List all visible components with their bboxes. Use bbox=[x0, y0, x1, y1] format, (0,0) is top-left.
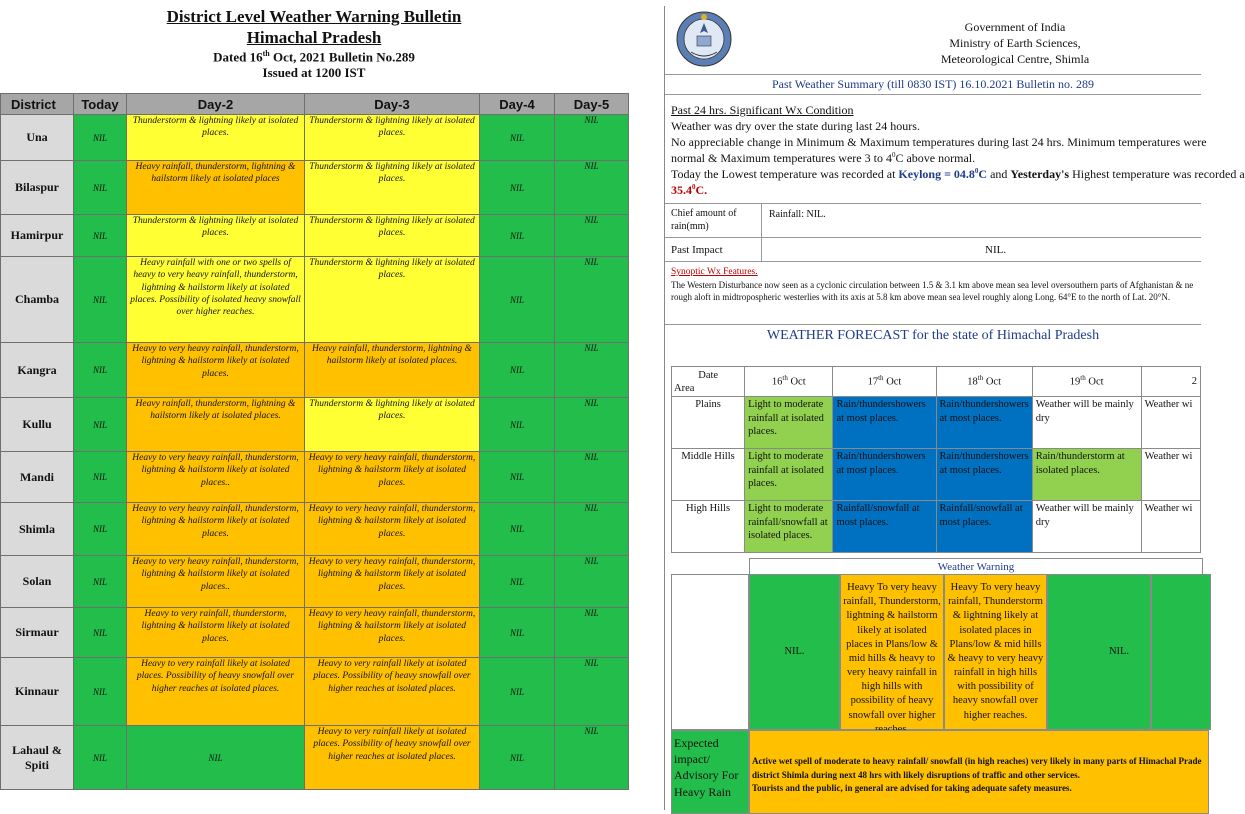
district-name: Bilaspur bbox=[1, 161, 74, 215]
district-row bbox=[1, 608, 629, 658]
day-5-cell: NIL bbox=[555, 257, 629, 343]
bulletin-date: Dated 16th Oct, 2021 Bulletin No.289 bbox=[213, 49, 415, 65]
past-line-1: Weather was dry over the state during last 24 hours. bbox=[671, 119, 920, 133]
day-2-cell: Heavy to very rainfall, thunderstorm, lightning & hailstorm likely at isolated places. bbox=[127, 608, 305, 658]
fc-middle-5: Weather wi bbox=[1141, 449, 1200, 501]
today-cell: NIL bbox=[74, 161, 127, 215]
header-today: Today bbox=[74, 94, 127, 115]
date-area-cell: Date Area bbox=[672, 367, 745, 397]
fc-high-1: Light to moderate rainfall/snowfall at isolated places. bbox=[745, 501, 833, 553]
past-24h-heading: Past 24 hrs. Significant Wx Condition bbox=[671, 103, 854, 117]
fc-plains-5: Weather wi bbox=[1141, 397, 1200, 449]
day-4-cell: NIL bbox=[480, 161, 555, 215]
past-line-5: 35.4$^0$C. bbox=[671, 183, 708, 197]
district-row bbox=[1, 658, 629, 726]
past-line-4: Today the Lowest temperature was recorded at Keylong = $04.8^0C$ and Yesterday's Highest temperature was recorded a bbox=[671, 167, 1245, 181]
district-warning-table bbox=[0, 93, 629, 790]
impact-label: Past Impact bbox=[671, 244, 723, 256]
day-5-cell: NIL bbox=[555, 398, 629, 452]
fc-plains-1: Light to moderate rainfall at isolated places. bbox=[745, 397, 833, 449]
warn-day-3: Heavy To very heavy rainfall, Thunderstorm & lightning likely at isolated places in Plans/low & mid hills & heavy to very heavy rainfall in high hills with possibility of heavy snowfall over higher reaches. bbox=[944, 574, 1047, 730]
day-3-cell: Heavy to very heavy rainfall, thunderstorm, lightning & hailstorm likely at isolated places. bbox=[305, 608, 480, 658]
day-3-cell: Heavy to very heavy rainfall, thunderstorm, lightning & hailstorm likely at isolated places. bbox=[305, 503, 480, 556]
bulletin-state: Himachal Pradesh bbox=[246, 28, 382, 47]
rain-value: Rainfall: NIL. bbox=[769, 209, 826, 220]
day-3-cell: Heavy rainfall, thunderstorm, lightning & hailstorm likely at isolated places. bbox=[305, 343, 480, 398]
day-3-cell: Heavy to very rainfall likely at isolated places. Possibility of heavy snowfall over higher reaches at isolated places. bbox=[305, 658, 480, 726]
fc-high-4: Weather will be mainly dry bbox=[1032, 501, 1141, 553]
fc-plains-4: Weather will be mainly dry bbox=[1032, 397, 1141, 449]
today-cell: NIL bbox=[74, 215, 127, 257]
district-row bbox=[1, 556, 629, 608]
advisory-text: Active wet spell of moderate to heavy rainfall/ snowfall (in high reaches) very likely in many parts of Himachal Prade district Shimla during next 48 hrs with likely disruptions of traffic and other services. Tourists and the public, in general are advised for taking adequate safety measures. bbox=[749, 730, 1209, 814]
today-cell: NIL bbox=[74, 115, 127, 161]
day-4-cell: NIL bbox=[480, 726, 555, 790]
fc-date-4: 19th Oct bbox=[1032, 367, 1141, 397]
day-2-cell: Heavy to very heavy rainfall, thunderstorm, lightning & hailstorm likely at isolated places. bbox=[127, 503, 305, 556]
fc-plains-3: Rain/thundershowers at most places. bbox=[936, 397, 1032, 449]
warning-blank-cell bbox=[671, 574, 749, 730]
day-4-cell: NIL bbox=[480, 503, 555, 556]
header-day-4: Day-4 bbox=[480, 94, 555, 115]
district-name: Chamba bbox=[1, 257, 74, 343]
district-name: Hamirpur bbox=[1, 215, 74, 257]
district-name: Kullu bbox=[1, 398, 74, 452]
header-day-3: Day-3 bbox=[305, 94, 480, 115]
bulletin-title: District Level Weather Warning Bulletin bbox=[166, 7, 462, 26]
day-2-cell: Heavy to very rainfall likely at isolated places. Possibility of heavy snowfall over higher reaches at isolated places. bbox=[127, 658, 305, 726]
day-2-cell: Thunderstorm & lightning likely at isolated places. bbox=[127, 115, 305, 161]
day-3-cell: Heavy to very heavy rainfall, thunderstorm, lightning & hailstorm likely at isolated places. bbox=[305, 556, 480, 608]
fc-high-5: Weather wi bbox=[1141, 501, 1200, 553]
day-5-cell: NIL bbox=[555, 608, 629, 658]
today-cell: NIL bbox=[74, 726, 127, 790]
synoptic-text: The Western Disturbance now seen as a cyclonic circulation between 1.5 & 3.1 km above mean sea level oversouthern parts of Afghanistan & ne rough aloft in midtropospheric westerlies with its axis at 5.8 km above mean sea level roughly along Long. 64°E to the north of Lat. 20°N. bbox=[671, 280, 1194, 302]
fc-middle-4: Rain/thunderstorm at isolated places. bbox=[1032, 449, 1141, 501]
past-line-2: No appreciable change in Minimum & Maximum temperatures during last 24 hrs. Minimum temperatures were bbox=[671, 135, 1207, 149]
impact-value: NIL. bbox=[985, 244, 1007, 256]
fc-middle-2: Rain/thundershowers at most places. bbox=[833, 449, 936, 501]
day-2-cell: NIL bbox=[127, 726, 305, 790]
fc-high-3: Rainfall/snowfall at most places. bbox=[936, 501, 1032, 553]
district-name: Sirmaur bbox=[1, 608, 74, 658]
imd-emblem-icon bbox=[673, 8, 735, 70]
district-name: Lahaul & Spiti bbox=[1, 726, 74, 790]
district-row bbox=[1, 726, 629, 790]
day-5-cell: NIL bbox=[555, 215, 629, 257]
day-4-cell: NIL bbox=[480, 215, 555, 257]
district-row bbox=[1, 398, 629, 452]
header-district: District bbox=[1, 94, 74, 115]
warn-day-5 bbox=[1151, 574, 1211, 730]
fc-date-5: 2 bbox=[1141, 367, 1200, 397]
district-row bbox=[1, 215, 629, 257]
today-cell: NIL bbox=[74, 556, 127, 608]
day-3-cell: Heavy to very rainfall likely at isolated places. Possibility of heavy snowfall over higher reaches at isolated places. bbox=[305, 726, 480, 790]
fc-middle-1: Light to moderate rainfall at isolated places. bbox=[745, 449, 833, 501]
fc-area-middle-hills: Middle Hills bbox=[672, 449, 745, 501]
day-4-cell: NIL bbox=[480, 398, 555, 452]
day-2-cell: Heavy rainfall, thunderstorm, lightning & hailstorm likely at isolated places bbox=[127, 161, 305, 215]
today-cell: NIL bbox=[74, 608, 127, 658]
day-4-cell: NIL bbox=[480, 658, 555, 726]
day-4-cell: NIL bbox=[480, 115, 555, 161]
day-3-cell: Thunderstorm & lightning likely at isolated places. bbox=[305, 398, 480, 452]
forecast-row-plains bbox=[672, 397, 1201, 449]
fc-high-2: Rainfall/snowfall at most places. bbox=[833, 501, 936, 553]
day-4-cell: NIL bbox=[480, 257, 555, 343]
day-5-cell: NIL bbox=[555, 452, 629, 503]
day-2-cell: Heavy rainfall with one or two spells of heavy to very heavy rainfall, thunderstorm, lightning & hailstorm likely at isolated places. Possibility of isolated heavy snowfall over higher reaches. bbox=[127, 257, 305, 343]
gov-line-2: Ministry of Earth Sciences, bbox=[949, 36, 1081, 50]
district-name: Una bbox=[1, 115, 74, 161]
forecast-title: WEATHER FORECAST for the state of Himachal Pradesh bbox=[766, 328, 1100, 343]
fc-date-1: 16th Oct bbox=[745, 367, 833, 397]
today-cell: NIL bbox=[74, 503, 127, 556]
day-3-cell: Thunderstorm & lightning likely at isolated places. bbox=[305, 257, 480, 343]
day-3-cell: Thunderstorm & lightning likely at isolated places. bbox=[305, 115, 480, 161]
district-name: Solan bbox=[1, 556, 74, 608]
warn-nil-2: NIL. bbox=[1047, 574, 1151, 730]
district-name: Mandi bbox=[1, 452, 74, 503]
district-row bbox=[1, 257, 629, 343]
day-3-cell: Thunderstorm & lightning likely at isolated places. bbox=[305, 161, 480, 215]
day-2-cell: Heavy to very heavy rainfall, thunderstorm, lightning & hailstorm likely at isolated places. bbox=[127, 343, 305, 398]
day-5-cell: NIL bbox=[555, 503, 629, 556]
district-name: Shimla bbox=[1, 503, 74, 556]
fc-date-3: 18th Oct bbox=[936, 367, 1032, 397]
today-cell: NIL bbox=[74, 343, 127, 398]
day-5-cell: NIL bbox=[555, 343, 629, 398]
day-4-cell: NIL bbox=[480, 452, 555, 503]
warn-day-2: Heavy To very heavy rainfall, Thunderstorm, lightning & hailstorm likely at isolated places in Plans/low & mid hills & heavy to very heavy rainfall in high hills with possibility of heavy snowfall over higher bbox=[840, 574, 944, 730]
day-4-cell: NIL bbox=[480, 343, 555, 398]
day-2-cell: Heavy rainfall, thunderstorm, lightning & hailstorm likely at isolated places. bbox=[127, 398, 305, 452]
warning-title: Weather Warning bbox=[749, 558, 1203, 575]
fc-middle-3: Rain/thundershowers at most places. bbox=[936, 449, 1032, 501]
past-line-3: normal & Maximum temperatures were 3 to $4^0C$ above normal. bbox=[671, 151, 976, 165]
day-5-cell: NIL bbox=[555, 115, 629, 161]
district-row bbox=[1, 161, 629, 215]
fc-area-high-hills: High Hills bbox=[672, 501, 745, 553]
today-cell: NIL bbox=[74, 658, 127, 726]
synoptic-heading: Synoptic Wx Features. bbox=[671, 267, 758, 277]
table-header-row bbox=[1, 94, 629, 115]
header-day-2: Day-2 bbox=[127, 94, 305, 115]
gov-line-1: Government of India bbox=[964, 20, 1066, 34]
forecast-header-row bbox=[672, 367, 1201, 397]
day-5-cell: NIL bbox=[555, 556, 629, 608]
forecast-row-middle-hills bbox=[672, 449, 1201, 501]
fc-date-2: 17th Oct bbox=[833, 367, 936, 397]
day-3-cell: Thunderstorm & lightning likely at isolated places. bbox=[305, 215, 480, 257]
district-name: Kangra bbox=[1, 343, 74, 398]
district-row bbox=[1, 115, 629, 161]
past-weather-summary-panel bbox=[664, 6, 1245, 810]
day-5-cell: NIL bbox=[555, 161, 629, 215]
day-4-cell: NIL bbox=[480, 608, 555, 658]
day-5-cell: NIL bbox=[555, 658, 629, 726]
summary-title: Past Weather Summary (till 0830 IST) 16.10.2021 Bulletin no. 289 bbox=[771, 77, 1095, 91]
forecast-row-high-hills bbox=[672, 501, 1201, 553]
day-4-cell: NIL bbox=[480, 556, 555, 608]
district-name: Kinnaur bbox=[1, 658, 74, 726]
expected-impact-label: Expected impact/ Advisory For Heavy Rain bbox=[671, 730, 749, 814]
bulletin-issued: Issued at 1200 IST bbox=[262, 65, 366, 80]
district-row bbox=[1, 343, 629, 398]
today-cell: NIL bbox=[74, 398, 127, 452]
today-cell: NIL bbox=[74, 452, 127, 503]
district-row bbox=[1, 452, 629, 503]
rain-label: Chief amount of rain(mm) bbox=[671, 208, 737, 232]
fc-area-plains: Plains bbox=[672, 397, 745, 449]
today-cell: NIL bbox=[74, 257, 127, 343]
warn-nil-1: NIL. bbox=[749, 574, 840, 730]
gov-line-3: Meteorological Centre, Shimla bbox=[940, 52, 1090, 66]
day-2-cell: Thunderstorm & lightning likely at isolated places. bbox=[127, 215, 305, 257]
day-2-cell: Heavy to very heavy rainfall, thunderstorm, lightning & hailstorm likely at isolated places.. bbox=[127, 556, 305, 608]
forecast-table bbox=[671, 366, 1201, 553]
day-3-cell: Heavy to very heavy rainfall, thunderstorm, lightning & hailstorm likely at isolated places. bbox=[305, 452, 480, 503]
day-5-cell: NIL bbox=[555, 726, 629, 790]
fc-plains-2: Rain/thundershowers at most places. bbox=[833, 397, 936, 449]
district-row bbox=[1, 503, 629, 556]
header-day-5: Day-5 bbox=[555, 94, 629, 115]
day-2-cell: Heavy to very heavy rainfall, thunderstorm, lightning & hailstorm likely at isolated places.. bbox=[127, 452, 305, 503]
